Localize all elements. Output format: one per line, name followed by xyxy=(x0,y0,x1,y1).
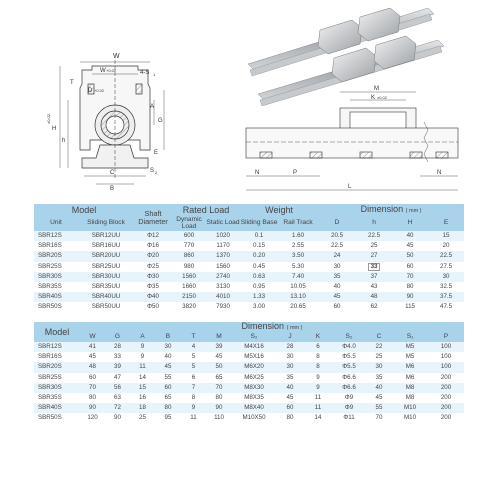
table2-cell: SBR35S xyxy=(34,393,80,403)
table2-cell: 30 xyxy=(276,362,304,372)
label-h: h xyxy=(62,138,66,144)
table1-cell: 43 xyxy=(356,282,392,292)
label-K-tolerance: ±0.02 xyxy=(377,95,387,100)
table2-row xyxy=(34,342,464,352)
table2-cell: 80 xyxy=(276,413,304,423)
label-G: G xyxy=(158,118,163,124)
table2-subheader: K xyxy=(304,332,332,342)
table1-cell: 70 xyxy=(392,272,428,282)
label-D-tolerance: +0.02 xyxy=(94,88,105,93)
label-D: D xyxy=(88,88,93,94)
table1-sub-header-row xyxy=(34,216,464,231)
table2-subheader: M xyxy=(206,332,232,342)
table1-cell: 37.5 xyxy=(428,292,464,302)
table1-cell: 32.5 xyxy=(428,282,464,292)
table1-cell: 50 xyxy=(392,251,428,261)
table2-cell: 28 xyxy=(105,342,130,352)
table1-cell: 1660 xyxy=(172,282,206,292)
table2-cell: 200 xyxy=(428,393,464,403)
table2-cell: SBR16S xyxy=(34,352,80,362)
table2-cell: Φ4.0 xyxy=(332,342,366,352)
table1-cell: 45 xyxy=(392,241,428,251)
table2-cell: Φ9 xyxy=(332,393,366,403)
label-A: A xyxy=(150,104,155,110)
table2-group-header-row xyxy=(34,322,464,332)
table2-cell: 90 xyxy=(206,403,232,413)
table1-cell: SBR30UU xyxy=(78,272,134,282)
table1-cell: Φ35 xyxy=(134,282,172,292)
table2-subheader: T xyxy=(181,332,206,342)
table2-row xyxy=(34,413,464,423)
table2-header-model: Model xyxy=(34,322,80,342)
table2-cell: 48 xyxy=(80,362,105,372)
table1-cell: 22.5 xyxy=(428,251,464,261)
label-S1-sub: 1 xyxy=(153,72,156,77)
technical-drawings xyxy=(0,0,488,200)
table1-row xyxy=(34,241,464,251)
table2-cell: SBR40S xyxy=(34,403,80,413)
table2-subheader: C xyxy=(366,332,392,342)
label-B: B xyxy=(110,186,115,192)
table1-cell: 0.1 xyxy=(240,231,278,241)
table1-cell: 600 xyxy=(172,231,206,241)
table1-cell: 20 xyxy=(428,241,464,251)
table2-cell: 8 xyxy=(181,393,206,403)
table2-row xyxy=(34,373,464,383)
table1-subheader: Unit xyxy=(34,216,78,231)
table1-header-dimension xyxy=(318,204,464,216)
table1-cell: 0.95 xyxy=(240,282,278,292)
table2-cell: 56 xyxy=(105,383,130,393)
table2-cell: 11 xyxy=(130,362,155,372)
table1-subheader: H xyxy=(392,216,428,231)
table1-cell: 980 xyxy=(172,262,206,272)
table2-subheader: P xyxy=(428,332,464,342)
table2-cell: 11 xyxy=(181,413,206,423)
table1-cell: 1170 xyxy=(206,241,240,251)
table1-cell: Φ40 xyxy=(134,292,172,302)
table2-cell: 18 xyxy=(130,403,155,413)
table1-subheader: Sliding Block xyxy=(78,216,134,231)
specification-table-load xyxy=(34,204,464,313)
table2-cell: 8 xyxy=(304,352,332,362)
table2-cell: SBR20S xyxy=(34,362,80,372)
table2-cell: 40 xyxy=(366,383,392,393)
table1-cell: 860 xyxy=(172,251,206,261)
table1-cell: 5.30 xyxy=(278,262,318,272)
table2-cell: M8X35 xyxy=(232,393,276,403)
table1-cell: 1.60 xyxy=(278,231,318,241)
table1-dimension-title: Dimension xyxy=(360,204,404,215)
table2-cell: 6 xyxy=(304,342,332,352)
table2-subheader: J xyxy=(276,332,304,342)
table1-cell: 10.05 xyxy=(278,282,318,292)
table2-dimension-unit: ( mm ) xyxy=(286,325,303,332)
table2-cell: Φ9 xyxy=(332,403,366,413)
table1-cell: 3130 xyxy=(206,282,240,292)
table1-cell: 80 xyxy=(392,282,428,292)
table2-cell: 11 xyxy=(304,403,332,413)
table1-cell: 40 xyxy=(318,282,356,292)
table2-cell: M6 xyxy=(392,373,428,383)
table2-cell: 30 xyxy=(276,352,304,362)
label-H: H xyxy=(52,126,57,132)
table2-cell: 14 xyxy=(130,373,155,383)
table2-cell: 120 xyxy=(80,413,105,423)
table2-cell: 9 xyxy=(304,373,332,383)
table1-cell: 0.45 xyxy=(240,262,278,272)
table1-cell: 115 xyxy=(392,302,428,312)
table2-cell: M10 xyxy=(392,413,428,423)
table1-group-header-row xyxy=(34,204,464,216)
table1-body xyxy=(34,231,464,313)
table1-cell: 60 xyxy=(392,262,428,272)
side-view-drawing xyxy=(246,92,458,190)
table1-row xyxy=(34,231,464,241)
table2-dimension-title: Dimension xyxy=(241,322,285,332)
table2-cell: Φ6.6 xyxy=(332,383,366,393)
table2-cell: 39 xyxy=(206,342,232,352)
label-P: P xyxy=(293,170,298,176)
table2-cell: M8 xyxy=(392,383,428,393)
table1-cell: 62 xyxy=(356,302,392,312)
table2-cell: 35 xyxy=(276,373,304,383)
table1-header-rated-load: Rated Load xyxy=(172,204,240,216)
highlighted-value: 33 xyxy=(368,263,381,271)
table1-cell: 1560 xyxy=(172,272,206,282)
table1-subheader: Sliding Base xyxy=(240,216,278,231)
table1-row xyxy=(34,302,464,312)
table2-cell: 200 xyxy=(428,383,464,393)
product-photo xyxy=(248,8,444,106)
table2-cell: 55 xyxy=(155,373,181,383)
table2-cell: M8 xyxy=(392,393,428,403)
table1-cell: 48 xyxy=(356,292,392,302)
table2-cell: M5X16 xyxy=(232,352,276,362)
table1-cell: 20.5 xyxy=(318,231,356,241)
table2-cell: 60 xyxy=(276,403,304,413)
label-N: N xyxy=(255,170,260,176)
table2-cell: 5 xyxy=(181,362,206,372)
table1-cell: 3.50 xyxy=(278,251,318,261)
table1-cell: SBR35UU xyxy=(78,282,134,292)
table1-cell: Φ50 xyxy=(134,302,172,312)
table1-subheader: E xyxy=(428,216,464,231)
table2-cell: 100 xyxy=(428,342,464,352)
table2-cell: 11 xyxy=(304,393,332,403)
table2-cell: M8X40 xyxy=(232,403,276,413)
table2-cell: 40 xyxy=(276,383,304,393)
table1-cell: SBR35S xyxy=(34,282,78,292)
table2-cell: 45 xyxy=(366,393,392,403)
table1-header-shaft: Shaft Diameter xyxy=(134,204,172,231)
table2-cell: 14 xyxy=(304,413,332,423)
table2-cell: 9 xyxy=(181,403,206,413)
table2-cell: 200 xyxy=(428,403,464,413)
table1-subheader: D xyxy=(318,216,356,231)
table1-cell: 0.63 xyxy=(240,272,278,282)
table1-cell: 770 xyxy=(172,241,206,251)
cross-section-drawing xyxy=(60,60,164,184)
table2-cell: 80 xyxy=(80,393,105,403)
label-C: C xyxy=(110,170,115,176)
table1-cell: SBR20UU xyxy=(78,251,134,261)
table1-cell: 2740 xyxy=(206,272,240,282)
table2-cell: 63 xyxy=(105,393,130,403)
table2-cell: 5 xyxy=(181,352,206,362)
table1-cell: 25 xyxy=(356,241,392,251)
table2-cell: 35 xyxy=(366,373,392,383)
table2-cell: 25 xyxy=(366,352,392,362)
table1-row xyxy=(34,272,464,282)
table2-cell: SBR50S xyxy=(34,413,80,423)
table1-cell: 2150 xyxy=(172,292,206,302)
table2-cell: 25 xyxy=(130,413,155,423)
table2-cell: 65 xyxy=(206,373,232,383)
label-M: M xyxy=(374,86,379,92)
table2-header-dimension xyxy=(80,322,464,332)
table1-cell: 27.5 xyxy=(428,262,464,272)
table2-cell: 90 xyxy=(80,403,105,413)
table2-cell: SBR12S xyxy=(34,342,80,352)
table2-cell: 110 xyxy=(206,413,232,423)
table2-subheader: G xyxy=(105,332,130,342)
table1-cell: 45 xyxy=(318,292,356,302)
table2-cell: 70 xyxy=(206,383,232,393)
table1-cell: Φ20 xyxy=(134,251,172,261)
table2-cell: 45 xyxy=(276,393,304,403)
table2-cell: 41 xyxy=(80,342,105,352)
table1-cell: SBR12S xyxy=(34,231,78,241)
table1-cell: SBR40S xyxy=(34,292,78,302)
table2-cell: 30 xyxy=(155,342,181,352)
label-W: W xyxy=(113,53,120,60)
table2-cell: M6X20 xyxy=(232,362,276,372)
table2-subheader: A xyxy=(130,332,155,342)
table2-cell: M10X50 xyxy=(232,413,276,423)
table2-cell: 39 xyxy=(105,362,130,372)
label-T: T xyxy=(70,80,74,86)
table2-cell: 47 xyxy=(105,373,130,383)
table2-subheader: W xyxy=(80,332,105,342)
table1-cell: 24 xyxy=(318,251,356,261)
label-W1-tolerance: +0.02 xyxy=(106,68,117,73)
table2-subheader: S₁ xyxy=(392,332,428,342)
table2-cell: 4 xyxy=(181,342,206,352)
table1-cell: 27 xyxy=(356,251,392,261)
table2-cell: 80 xyxy=(206,393,232,403)
table2-cell: 55 xyxy=(366,403,392,413)
table1-cell: SBR25UU xyxy=(78,262,134,272)
table2-cell: 9 xyxy=(130,352,155,362)
table1-subheader: Static Load xyxy=(206,216,240,231)
table2-cell: M5 xyxy=(392,352,428,362)
table2-cell: 45 xyxy=(80,352,105,362)
table2-cell: M6 xyxy=(392,362,428,372)
table2-cell: M4X16 xyxy=(232,342,276,352)
table2-cell: 16 xyxy=(130,393,155,403)
table1-cell: 22.5 xyxy=(356,231,392,241)
label-L: L xyxy=(348,184,352,190)
table1-cell: 1020 xyxy=(206,231,240,241)
table1-cell: 3.00 xyxy=(240,302,278,312)
table1-cell: SBR40UU xyxy=(78,292,134,302)
table1-cell: 13.10 xyxy=(278,292,318,302)
table1-cell: 47.5 xyxy=(428,302,464,312)
table2-cell: 95 xyxy=(155,413,181,423)
table2-cell: 22 xyxy=(366,342,392,352)
table2-cell: 200 xyxy=(428,373,464,383)
table2-cell: 200 xyxy=(428,413,464,423)
table2-row xyxy=(34,403,464,413)
table2-cell: 70 xyxy=(80,383,105,393)
table2-cell: 50 xyxy=(206,362,232,372)
table1-cell: 40 xyxy=(392,231,428,241)
table1-header-weight: Weight xyxy=(240,204,318,216)
table1-cell: 60 xyxy=(318,302,356,312)
table1-cell: SBR25S xyxy=(34,262,78,272)
table1-header-model: Model xyxy=(34,204,134,216)
table2-row xyxy=(34,383,464,393)
label-W1: W xyxy=(100,68,106,74)
table2-cell: 9 xyxy=(304,383,332,393)
table1-cell: 20.65 xyxy=(278,302,318,312)
table1-cell: 35 xyxy=(318,272,356,282)
table2-cell: 60 xyxy=(80,373,105,383)
table2-cell: Φ5.5 xyxy=(332,362,366,372)
table2-subheader: S₂ xyxy=(332,332,366,342)
table1-cell: 7.40 xyxy=(278,272,318,282)
table1-row xyxy=(34,251,464,261)
table1-cell: 4010 xyxy=(206,292,240,302)
table1-cell: SBR50S xyxy=(34,302,78,312)
table2-cell: 45 xyxy=(206,352,232,362)
table2-cell: 15 xyxy=(130,383,155,393)
label-S1: 4-S xyxy=(140,70,150,76)
table1-row xyxy=(34,282,464,292)
label-E: E xyxy=(154,150,159,156)
label-N-right: N xyxy=(437,170,442,176)
table2-cell: Φ11 xyxy=(332,413,366,423)
table1-cell: 1.33 xyxy=(240,292,278,302)
table2-cell: M10 xyxy=(392,403,428,413)
table2-subheader: S₂ xyxy=(232,332,276,342)
table2-cell: Φ6.6 xyxy=(332,373,366,383)
table1-cell: SBR30S xyxy=(34,272,78,282)
table1-cell: SBR16S xyxy=(34,241,78,251)
table2-cell: 70 xyxy=(366,413,392,423)
table1-subheader: h xyxy=(356,216,392,231)
table1-row xyxy=(34,292,464,302)
table1-cell: Φ12 xyxy=(134,231,172,241)
table2-cell: 45 xyxy=(155,362,181,372)
table1-cell: 0.20 xyxy=(240,251,278,261)
label-K: K xyxy=(371,95,376,101)
table2-cell: SBR25S xyxy=(34,373,80,383)
table2-row xyxy=(34,393,464,403)
table1-cell: 3820 xyxy=(172,302,206,312)
table1-cell: 1370 xyxy=(206,251,240,261)
table1-cell: SBR16UU xyxy=(78,241,134,251)
table1-cell: 0.15 xyxy=(240,241,278,251)
table2-cell: 60 xyxy=(155,383,181,393)
table1-dimension-unit: ( mm ) xyxy=(405,208,422,215)
table1-row xyxy=(34,262,464,272)
table2-cell: 6 xyxy=(181,373,206,383)
table2-cell: 9 xyxy=(130,342,155,352)
table1-cell: 15 xyxy=(428,231,464,241)
table2-cell: M5 xyxy=(392,342,428,352)
table1-cell: Φ16 xyxy=(134,241,172,251)
table2-cell: M8X30 xyxy=(232,383,276,393)
table2-cell: 65 xyxy=(155,393,181,403)
table2-cell: 33 xyxy=(105,352,130,362)
table1-cell: 37 xyxy=(356,272,392,282)
table2-subheader: B xyxy=(155,332,181,342)
specification-table-dimensions xyxy=(34,322,464,424)
table2-row xyxy=(34,362,464,372)
table1-cell: 2.55 xyxy=(278,241,318,251)
table1-cell: Φ30 xyxy=(134,272,172,282)
table1-cell: 22.5 xyxy=(318,241,356,251)
table2-cell: Φ5.5 xyxy=(332,352,366,362)
table1-cell xyxy=(356,262,392,272)
table2-cell: 8 xyxy=(304,362,332,372)
table2-sub-header-row xyxy=(34,332,464,342)
table2-body xyxy=(34,342,464,424)
table1-cell: SBR12UU xyxy=(78,231,134,241)
table1-cell: SBR20S xyxy=(34,251,78,261)
table1-cell: Φ25 xyxy=(134,262,172,272)
table2-cell: 80 xyxy=(155,403,181,413)
table1-cell: 7930 xyxy=(206,302,240,312)
table2-cell: 28 xyxy=(276,342,304,352)
table2-cell: 72 xyxy=(105,403,130,413)
label-S2-sub: 2 xyxy=(155,170,158,175)
table2-cell: 100 xyxy=(428,362,464,372)
table1-subheader: Rail Track xyxy=(278,216,318,231)
table2-cell: SBR30S xyxy=(34,383,80,393)
table1-cell: 30 xyxy=(318,262,356,272)
table1-cell: 90 xyxy=(392,292,428,302)
label-S2: S xyxy=(150,168,155,174)
table2-cell: 90 xyxy=(105,413,130,423)
table2-cell: 40 xyxy=(155,352,181,362)
table2-cell: 30 xyxy=(366,362,392,372)
label-H-tolerance: ±0.02 xyxy=(46,114,51,124)
table2-cell: 7 xyxy=(181,383,206,393)
table1-cell: 1560 xyxy=(206,262,240,272)
table1-subheader: Dynamic Load xyxy=(172,216,206,231)
table2-row xyxy=(34,352,464,362)
table1-cell: SBR50UU xyxy=(78,302,134,312)
table2-cell: M6X25 xyxy=(232,373,276,383)
table2-cell: 100 xyxy=(428,352,464,362)
table1-cell: 30 xyxy=(428,272,464,282)
